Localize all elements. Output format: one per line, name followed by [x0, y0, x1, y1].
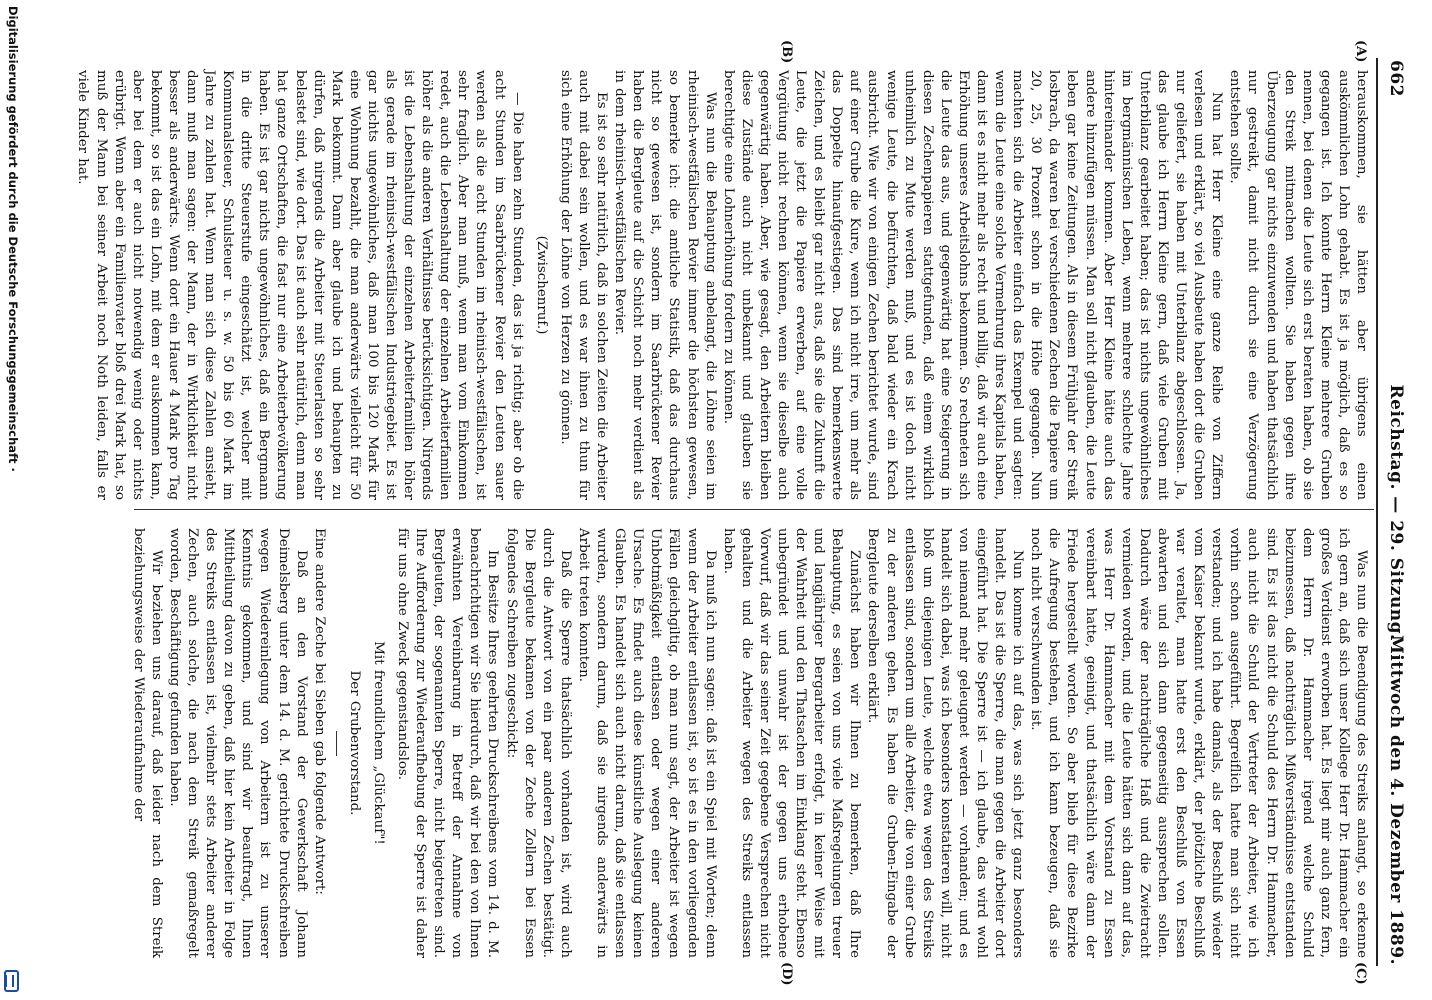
header-date: Mittwoch den 4. Dezember 1889. — [1386, 634, 1406, 965]
quote-signature: Der Grubenvorstand. — [346, 670, 362, 816]
right-paragraph-3: Da muß ich nun sagen: daß ist ein Spiel mit Worten; denn wenn der Arbeiter entlassen ist, so ist es in den vorliegenden Fällen gleichgiltig, ob man nun sagt, der Arbeiter ist wegen Unbotmäßigkeit entlassen oder wegen einer anderen Ursache. Es findet auch diese künstliche Auslegung keinen Glauben. Es handelt sich auch nicht darum, daß sie entlassen wurden, sondern darum, daß sie nirgends anderwärts in Arbeit treten konnten. — [575, 528, 718, 958]
left-paragraph-3: Was nun die Behauptung anbelangt, die Löhne seien im rheinisch-westfälischen Revier immer die höchsten gewesen, so bemerke ich: die amtliche Statistik, daß das durchaus nicht so gewesen ist, sondern im Saarbrückener Revier haben die Bergleute auf die Schicht noch mehr verdient als in dem rheinisch-westfälischen Revier. — [612, 70, 718, 500]
left-paragraph-4: Es ist so sehr natürlich, daß in solchen Zeiten die Arbeiter auch mit dabei sein wollen, und es war ihnen zu thun für sich eine Erhöhung der Löhne von Herzen zu gönnen. — [557, 70, 610, 500]
interjection: (Zwischenruf.) — [533, 235, 549, 335]
column-divider — [134, 509, 1374, 510]
page-number: 662 — [1386, 60, 1406, 97]
right-paragraph-1: Was nun die Beendigung des Streiks anlangt, so erkenne ich gern an, daß sich unser Kollege Herr Dr. Hammacher ein großes Verdienst erworben hat. Es liegt mir auch ganz fern, dem Herrn Dr. Hammacher irgend welche Schuld beizumessen, daß nachträglich Mißverständnisse entstanden sind. Es ist das nicht die Schuld des Herrn Dr. Hammacher, auch nicht die Schuld der Vertreter der Arbeiter, wie ich vorhin schon ausgeführt. Begreiflich hatte man sich nicht verstanden; und ich habe damals, als der Beschluß wieder vom Kaiser bekannt wurde, erklärt, der plötzliche Beschluß war veraltet, man hatte erst den Beschluß von Essen abwarten und sich dann gegenseitig aussprechen sollen. Dadurch wäre der nachträgliche Haß und die Zwietracht vermieden worden, und die Leute hätten sich dann auf das, was Herr Dr. Hammacher mit dem Vorstand zu Essen vereinbart hatte, geeinigt, und thatsächlich wäre dann der Friede hergestellt worden. So aber blieb für diese Bezirke die Aufregung bestehen, und ich kann bezeugen, daß sie noch nicht verschwunden ist. — [1028, 528, 1369, 958]
dfg-logo-icon — [4, 970, 19, 992]
left-column — [73, 70, 1370, 500]
margin-letter-d: (D) — [779, 962, 794, 986]
right-paragraph-5: Eine andere Zeche bei Sieben gab folgende Antwort: — [311, 528, 327, 895]
quote-closing: Mit freundlichem „Glückauf"! — [370, 641, 386, 845]
right-paragraph-6: Wir beziehen uns darauf, daß leider nach dem Streik beziehungsweise der Wiederaufnahme der — [130, 528, 164, 958]
left-paragraph-1: herauskommen, sie hätten aber übrigens einen auskömmlichen Lohn gehabt. Es ist ja möglich, daß es so gegangen ist. Ich konnte Herrn Kleine mehrere Gruben nennen, bei denen die Leute sich erst beraten haben, ob sie den Streik mitmachen wollten. Sie haben gegen ihre Überzeugung gar nichts einzuwenden und haben thatsächlich nur gestreikt, damit nicht durch sie eine Verzögerung entstehen sollte. — [1227, 70, 1369, 500]
left-paragraph-2: Nun hat Herr Kleine eine ganze Reihe von Ziffern verlesen und erklärt, so viel Ausbeute haben dort die Gruben nur geliefert, sie haben mit Unterbilanz abgeschlossen. Ja, das glaube ich Herrn Kleine gern, daß viele Gruben mit Unterbilanz gearbeitet haben; das ist nichts ungewöhnliches im bergmännischen Leben, wenn mehrere schlechte Jahre hintereinander kommen. Aber Herr Kleine hätte auch das andere hinzufügen müssen. Man soll nicht glauben, die Leute leben gar keine Zeitungen. Als in diesem Frühjahr der Streik losbrach, da waren bei verschiedenen Zechen die Papiere um 20, 25, 30 Prozent schon in die Höhe gegangen. Nun machten sich die Arbeiter einfach das Exempel und sagten: wenn die Leute eine solche Vermehrung ihres Kapitals haben, dann ist es nicht mehr als recht und billig, daß wir auch eine Erhöhung unseres Arbeitslohns bekommen. So rechneten sich die Leute das aus, und gegenwärtig hat eine Steigerung in diesen Zechenpapieren stattgefunden, daß einem wirklich unheimlich zu Mute werden muß, und es ist doch nicht wenige Leute, die befürchten, daß bald wieder ein Krach ausbricht. Wie wir von einigen Zechen berichtet wurde, sind auf einer Grube die Kure, wenn ich nicht irre, um mehr als das Doppelte hinaufgestiegen. Das sind bemerkenswerte Zeichen, und es bleibt gar nicht aus, daß sie die Zukunft die Leute, die jetzt die Papiere erwerben, auf eine volle Vergütung nicht rechnen können, wenn sie dieselbe auch gegenwärtig haben. Aber, wie gesagt, den Arbeitern bleiben diese Zustände auch nicht unbekannt und glauben sie berechtigte eine Lohnerhöhung fordern zu können. — [720, 70, 1225, 500]
margin-letter-c: (C) — [1353, 962, 1368, 985]
header-title: Reichstag. — 29. Sitzung. — [1386, 384, 1406, 641]
right-quote-2: Im Besitze Ihres geehrten Druckschreibens vom 14. d. M. benachrichtigen wir Sie hierdurch, daß wir bei den von Ihnen erwähnten Vereinbarung in Betreff der Annahme von Bergleuten, der sogenannten Sperre, nicht beigetreten sind. Ihre Aufforderung zur Wiederaufhebung der Sperre ist daher für uns ohne Zweck gegenstandslos. — [395, 528, 501, 958]
section-rule — [336, 731, 337, 756]
digitization-footer — [0, 0, 20, 1000]
page-header — [1380, 60, 1406, 965]
left-paragraph-5: — Die haben zehn Stunden, das ist ja richtig; aber ob die acht Stunden im Saarbrückener Revier den Leuten sauer werden als die acht Stunden im rheinisch-westfälischen, ist sehr fraglich. Aber man muß, wenn man vom Einkommen redet, auch die Lebenshaltung der einzelnen Arbeiterfamilien höher als die anderen Verhältnisse berücksichtigen. Nirgends ist die Lebenshaltung der einzelnen Arbeiterfamilien höher als gerade im rheinisch-westfälischen Industriegebiet. Es ist gar nichts ungewöhnliches, daß man 100 bis 120 Mark für eine Wohnung bezahlt, die man anderwärts vielleicht für 50 Mark bekommt. Dann aber glaube ich und behaupten zu dürfen, daß nirgends die Arbeiter mit Steuerlasten so sehr belastet sind, wie dort. Das ist auch sehr natürlich, denn man hat ganze Ortschaften, die fast nur eine Arbeiterbevölkerung haben. Es ist gar nichts ungewöhnliches, daß ein Bergmann in die dritte Steuerstufe eingeschätzt ist, welcher mit Kommunalsteuer, Schulsteuer u. s. w. 50 bis 60 Mark im Jahre zu zahlen hat. Wenn man sich diese Zahlen ansieht, dann muß man sagen: der Mann, der in Wirklichkeit nicht besser als anderwärts. Wenn dort ein Hauer 4 Mark pro Tag bekommt, so ist das ein Lohn, mit dem er auskommen kann, aber bei dem er auch nicht notwendig wenig oder nichts erübrigt. Wenn aber ein Familienvater bloß drei Mark hat, so muß der Mann bei seiner Arbeit noch Noth leiden, falls er viele Kinder hat. — [75, 70, 525, 500]
right-quote-3: Daß an den Vorstand der Gewerkschaft Johann Deimelsberg unter dem 14. d. M. gerichtete Druckschreiben wegen Wiedereinlegung von Arbeitern ist zu unserer Kenntnis gekommen, und sind wir beauftragt, Ihnen Mittheilung davon zu geben, daß hier kein Arbeiter in Folge des Streiks entlassen ist, vielmehr stets Arbeiter anderer Zechen, auch solche, die nach dem Streik gemaßregelt worden, Beschäftigung gefunden haben. — [167, 528, 309, 958]
header-rule — [1376, 58, 1378, 966]
footer-text: Digitalisierung gefördert durch die Deutsche Forschungsgemeinschaft · — [6, 6, 20, 472]
right-paragraph-4: Daß die Sperre thatsächlich vorhanden ist, wird auch durch die Antwort von ein paar anderen Zechen bestätigt. Die Bergleute bekamen von der Zeche Zollern bei Essen folgendes Schreiben zugeschickt: — [503, 528, 573, 958]
right-quote-1: Zunächst haben wir Ihnen zu bemerken, daß Ihre Behauptung, es seien von uns viele Maßregelungen treuer und langjähriger Bergarbeiter erfolgt, in keiner Weise mit der Wahrheit und den Thatsachen im Einklang steht. Ebenso unbegründet und unwahr ist der gegen uns erhobene Vorwurf, daß wir das seiner Zeit gegebene Versprechen nicht gehalten und die Arbeiter wegen des Streiks entlassen haben. — [720, 528, 863, 958]
right-column — [129, 528, 1370, 958]
margin-letter-a: (A) — [1353, 40, 1368, 63]
right-paragraph-2: Nun komme ich auf das, was sich jetzt ganz besonders handelt. Das ist die Sperre, die man gegen die Arbeiter dort eingeführt hat. Die Sperre ist — ich glaube, das wird wohl von niemand mehr geleugnet werden — vorhanden; und es handelt sich dabei, was ich besonders konstatieren will, nicht bloß um diejenigen Leute, welche etwa wegen des Streiks entlassen sind, sondern um alle Arbeiter, die von einer Grube zu der anderen gehen. Es haben die Gruben-Eingabe der Bergleute derselben erklärt. — [865, 528, 1026, 958]
margin-letter-b: (B) — [779, 40, 794, 64]
